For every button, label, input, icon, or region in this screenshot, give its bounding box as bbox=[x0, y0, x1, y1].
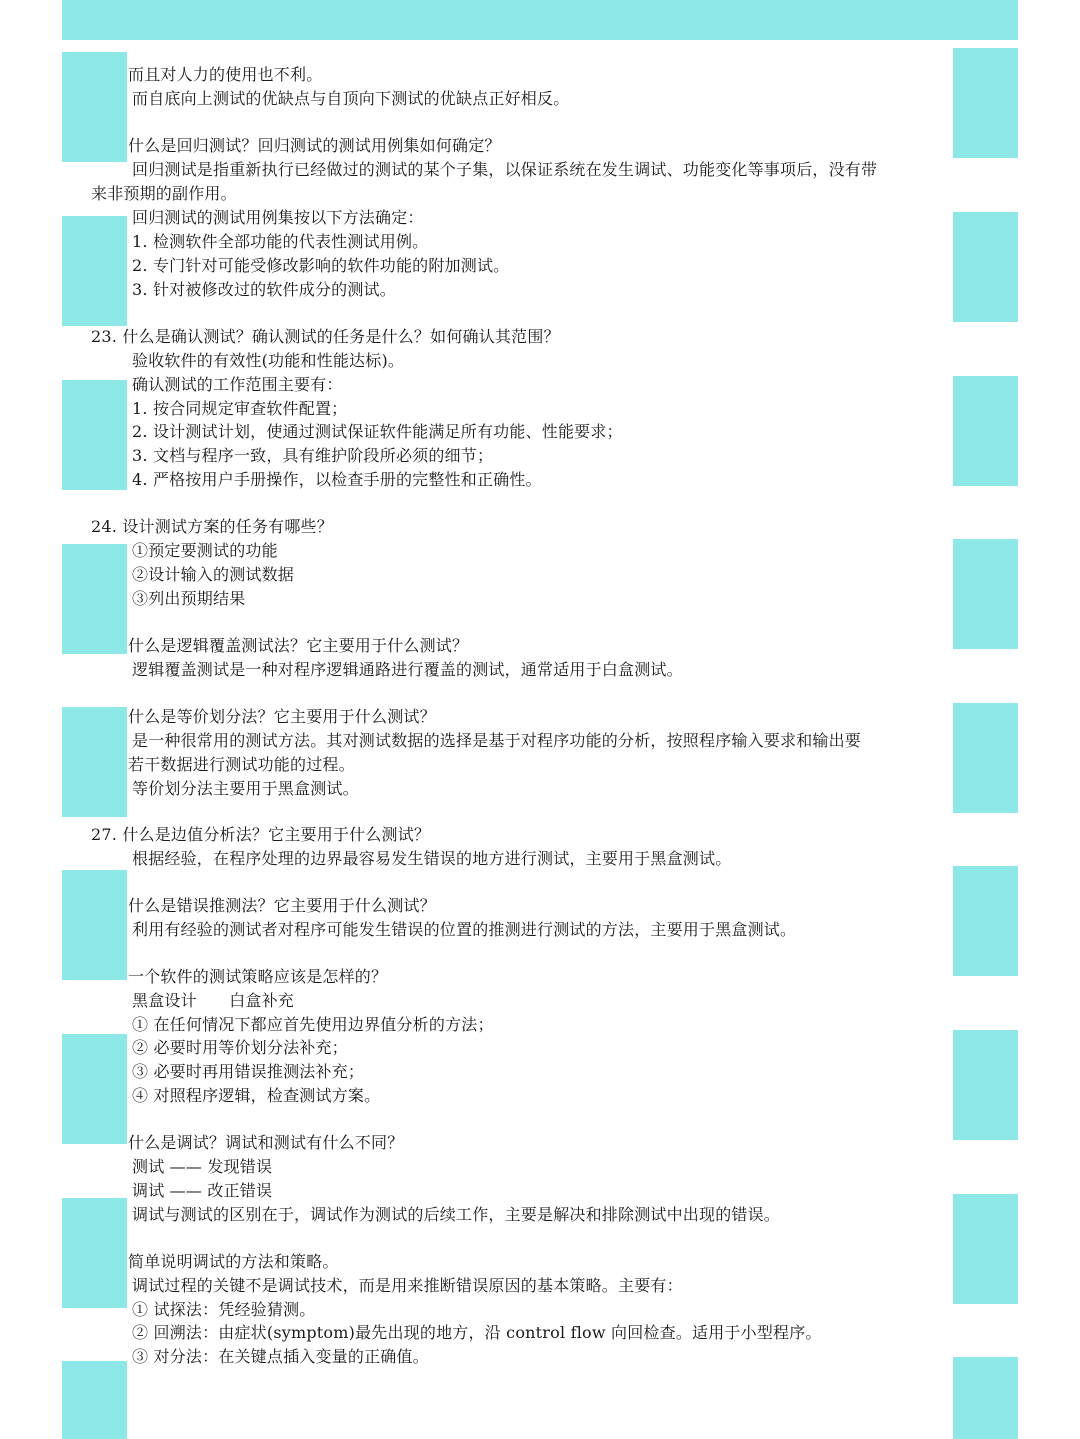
list-item: ④ 对照程序逻辑，检查测试方案。 bbox=[132, 1086, 381, 1105]
list-item: 2. 设计测试计划，使通过测试保证软件能满足所有功能、性能要求； bbox=[132, 422, 623, 441]
text-line: 验收软件的有效性(功能和性能达标)。 bbox=[132, 351, 405, 370]
question-heading: 27. 什么是边值分析法？它主要用于什么测试？ bbox=[91, 825, 431, 844]
list-item: 1. 按合同规定审查软件配置； bbox=[132, 399, 348, 418]
text-line: 调试过程的关键不是调试技术，而是用来推断错误原因的基本策略。主要有： bbox=[132, 1276, 683, 1295]
question-heading: 23. 什么是确认测试？确认测试的任务是什么？如何确认其范围？ bbox=[91, 327, 560, 346]
text-line: 根据经验，在程序处理的边界最容易发生错误的地方进行测试，主要用于黑盒测试。 bbox=[132, 849, 732, 868]
list-item: ③列出预期结果 bbox=[132, 589, 246, 608]
list-item: 4. 严格按用户手册操作，以检查手册的完整性和正确性。 bbox=[132, 470, 542, 489]
text-line: 确认测试的工作范围主要有： bbox=[132, 375, 343, 394]
text-line: 利用有经验的测试者对程序可能发生错误的位置的推测进行测试的方法，主要用于黑盒测试。 bbox=[132, 920, 797, 939]
list-item: ①预定要测试的功能 bbox=[132, 541, 278, 560]
text-line: 来非预期的副作用。 bbox=[91, 184, 237, 203]
text-line: 而且对人力的使用也不利。 bbox=[128, 65, 323, 84]
text-line: 回归测试的测试用例集按以下方法确定： bbox=[132, 208, 424, 227]
question-heading: 什么是调试？调试和测试有什么不同？ bbox=[128, 1133, 404, 1152]
list-item: ③ 对分法：在关键点插入变量的正确值。 bbox=[132, 1347, 429, 1366]
list-item: 3. 文档与程序一致，具有维护阶段所必须的细节； bbox=[132, 446, 494, 465]
text-line: 逻辑覆盖测试是一种对程序逻辑通路进行覆盖的测试，通常适用于白盒测试。 bbox=[132, 660, 683, 679]
list-item: ① 试探法：凭经验猜测。 bbox=[132, 1300, 316, 1319]
question-heading: 一个软件的测试策略应该是怎样的？ bbox=[128, 967, 388, 986]
question-heading: 简单说明调试的方法和策略。 bbox=[128, 1252, 339, 1271]
text-line: 黑盒设计 白盒补充 bbox=[132, 991, 295, 1010]
text-line: 等价划分法主要用于黑盒测试。 bbox=[132, 779, 359, 798]
list-item: 3. 针对被修改过的软件成分的测试。 bbox=[132, 280, 396, 299]
question-heading: 24. 设计测试方案的任务有哪些？ bbox=[91, 517, 333, 536]
text-line: 而自底向上测试的优缺点与自顶向下测试的优缺点正好相反。 bbox=[132, 89, 570, 108]
list-item: ① 在任何情况下都应首先使用边界值分析的方法； bbox=[132, 1015, 494, 1034]
text-line: 调试与测试的区别在于，调试作为测试的后续工作，主要是解决和排除测试中出现的错误。 bbox=[132, 1205, 781, 1224]
question-heading: 什么是等价划分法？它主要用于什么测试？ bbox=[128, 707, 436, 726]
list-item: ②设计输入的测试数据 bbox=[132, 565, 295, 584]
question-heading: 什么是回归测试？回归测试的测试用例集如何确定？ bbox=[128, 136, 501, 155]
list-item: 1. 检测软件全部功能的代表性测试用例。 bbox=[132, 232, 429, 251]
text-line: 测试 —— 发现错误 bbox=[132, 1157, 273, 1176]
list-item: ② 必要时用等价划分法补充； bbox=[132, 1038, 348, 1057]
text-line: 回归测试是指重新执行已经做过的测试的某个子集，以保证系统在发生调试、功能变化等事项后，没有带 bbox=[132, 160, 878, 179]
list-item: 2. 专门针对可能受修改影响的软件功能的附加测试。 bbox=[132, 256, 510, 275]
text-line: 若干数据进行测试功能的过程。 bbox=[128, 755, 355, 774]
list-item: ② 回溯法：由症状(symptom)最先出现的地方，沿 control flow 向回检查。适用于小型程序。 bbox=[132, 1323, 822, 1342]
text-line: 调试 —— 改正错误 bbox=[132, 1181, 273, 1200]
list-item: ③ 必要时再用错误推测法补充； bbox=[132, 1062, 365, 1081]
text-line: 是一种很常用的测试方法。其对测试数据的选择是基于对程序功能的分析，按照程序输入要求和输出要 bbox=[132, 731, 862, 750]
question-heading: 什么是错误推测法？它主要用于什么测试？ bbox=[128, 896, 436, 915]
question-heading: 什么是逻辑覆盖测试法？它主要用于什么测试？ bbox=[128, 636, 469, 655]
